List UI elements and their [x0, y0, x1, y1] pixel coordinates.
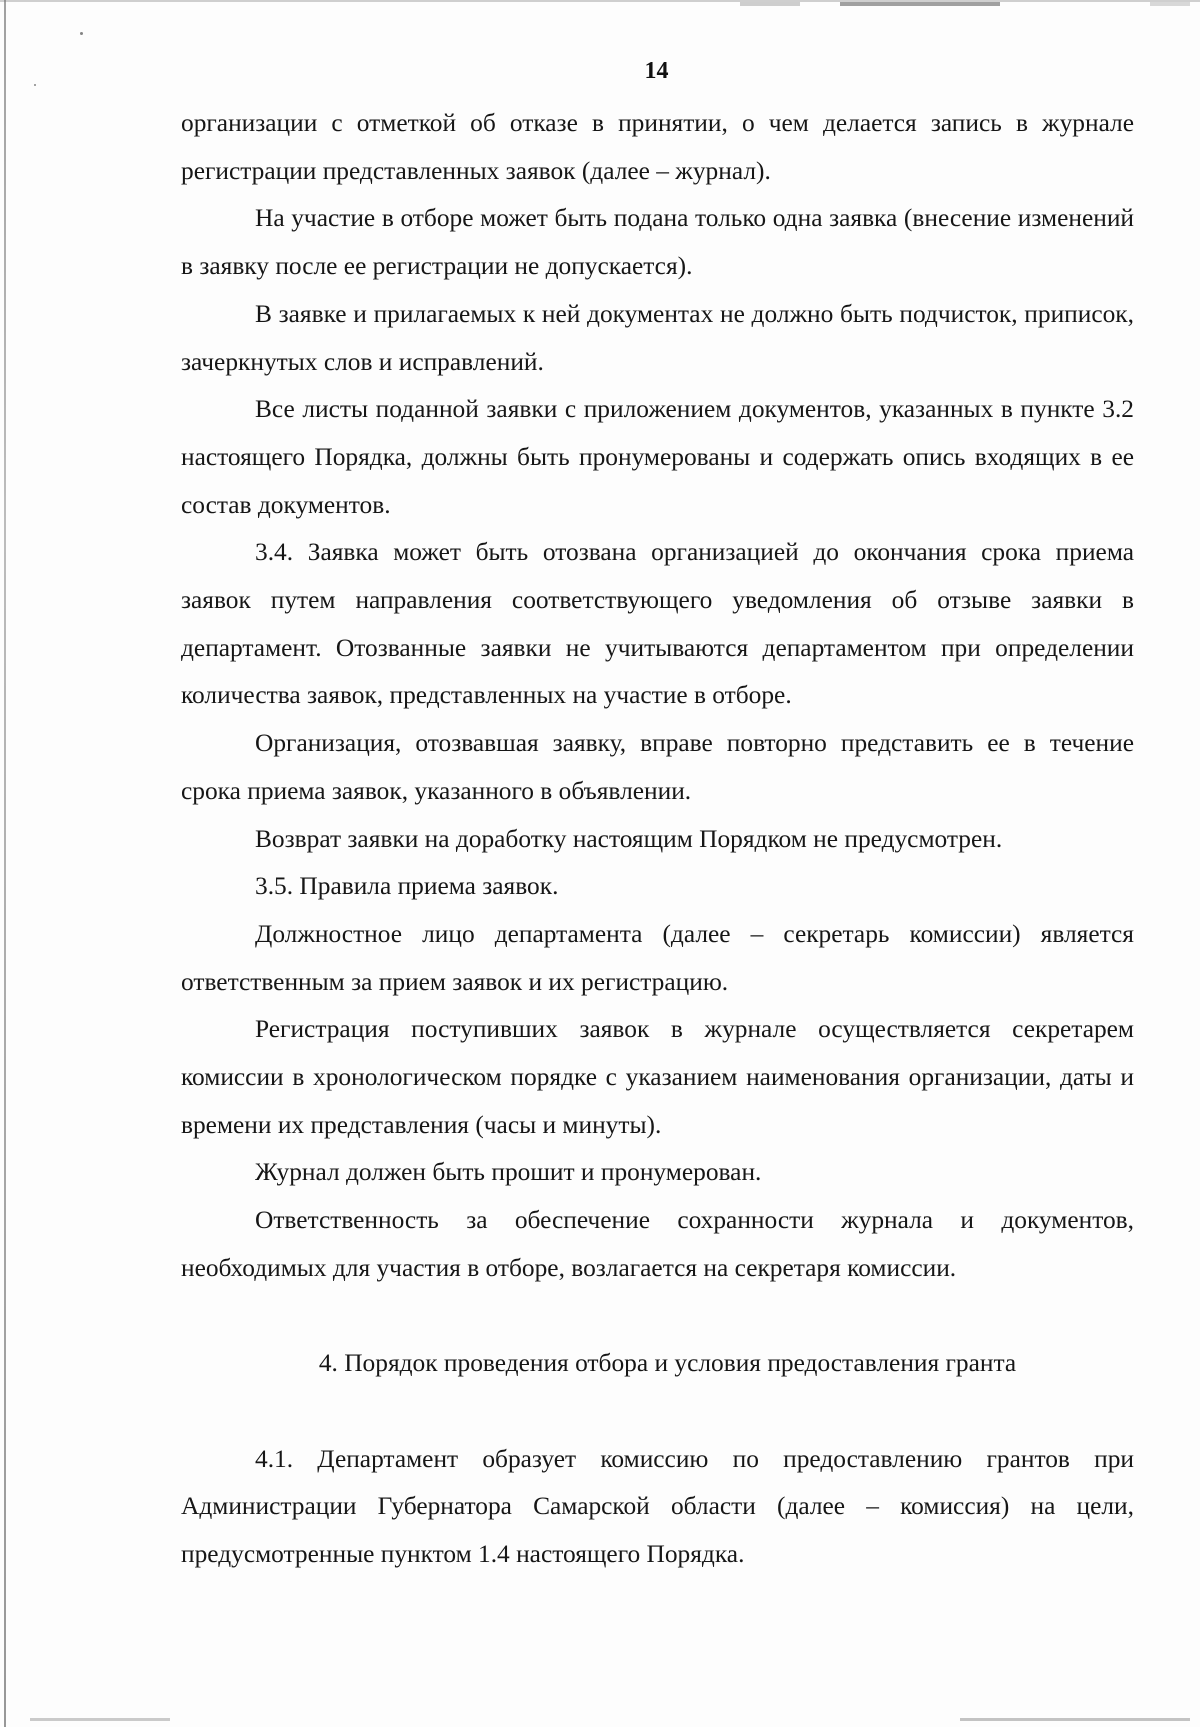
page-number: 14 — [644, 58, 669, 84]
scan-artifact — [740, 2, 800, 6]
scan-artifact — [960, 1718, 1190, 1721]
scan-artifact — [840, 2, 1000, 6]
paragraph: 3.4. Заявка может быть отозвана организацией до окончания срока приема заявок путем направления соответствующего уведомления об отзыве заявки в департамент. Отозванные заявки не учитываются департаментом при определении количества заявок, представленных на участие в отборе. — [181, 538, 1134, 710]
paragraph: В заявке и прилагаемых к ней документах не должно быть подчисток, приписок, зачеркнутых слов и исправлений. — [181, 299, 1134, 376]
paragraph: На участие в отборе может быть подана только одна заявка (внесение изменений в заявку после ее регистрации не допускается). — [181, 204, 1134, 281]
paragraph: Регистрация поступивших заявок в журнале осуществляется секретарем комиссии в хронологическом порядке с указанием наименования организации, даты и времени их представления (часы и минуты). — [181, 1015, 1134, 1139]
paragraph: Ответственность за обеспечение сохранности журнала и документов, необходимых для участия в отборе, возлагается на секретаря комиссии. — [181, 1206, 1134, 1282]
paragraph: Возврат заявки на доработку настоящим Порядком не предусмотрен. — [255, 824, 1003, 853]
section-heading: 4. Порядок проведения отбора и условия предоставления гранта — [318, 1349, 1017, 1378]
paragraph: Организация, отозвавшая заявку, вправе повторно представить ее в течение срока приема заявок, указанного в объявлении. — [181, 729, 1134, 805]
scan-edge-left — [4, 0, 6, 1727]
paragraph: Все листы поданной заявки с приложением документов, указанных в пункте 3.2 настоящего Порядка, должны быть пронумерованы и содержать опись входящих в ее состав документов. — [181, 395, 1134, 519]
document-body — [181, 100, 1134, 1579]
paragraph: Должностное лицо департамента (далее – секретарь комиссии) является ответственным за прием заявок и их регистрацию. — [181, 919, 1134, 996]
paragraph: организации с отметкой об отказе в принятии, о чем делается запись в журнале регистрации представленных заявок (далее – журнал). — [181, 109, 1134, 185]
scan-speck — [80, 32, 83, 35]
scan-edge-top — [0, 0, 1200, 2]
paragraph: Журнал должен быть прошит и пронумерован. — [255, 1158, 762, 1187]
scan-artifact — [30, 1718, 170, 1721]
paragraph: 3.5. Правила приема заявок. — [255, 872, 559, 901]
scan-artifact — [1150, 2, 1190, 6]
paragraph: 4.1. Департамент образует комиссию по предоставлению грантов при Администрации Губернатора Самарской области (далее – комиссия) на цели, предусмотренные пунктом 1.4 настоящего Порядка. — [181, 1444, 1134, 1569]
